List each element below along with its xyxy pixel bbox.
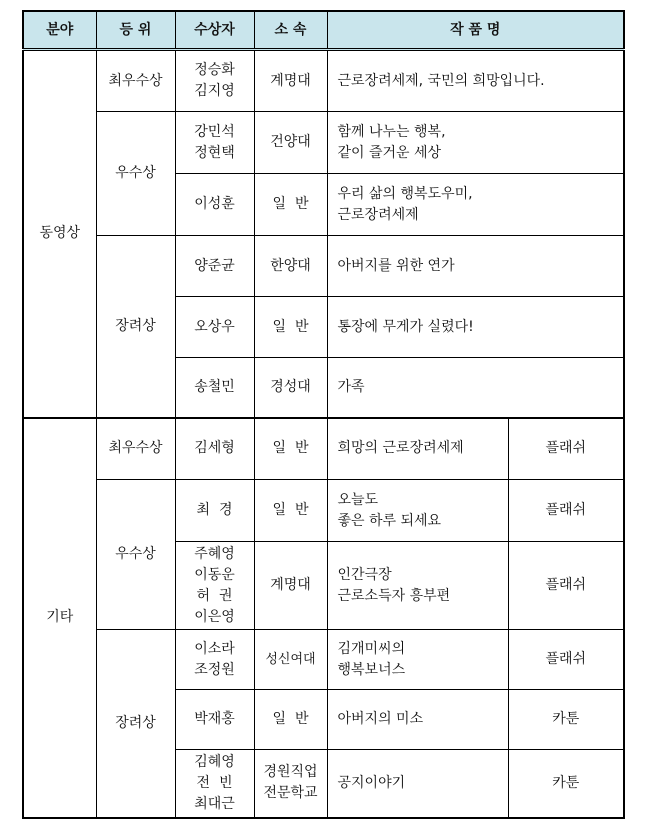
- winner-cell: 이소라 조정원: [175, 630, 254, 690]
- affiliation-cell: 일 반: [254, 418, 327, 480]
- work-cell: 공지이야기: [327, 750, 508, 818]
- affiliation-cell: 경원직업 전문학교: [254, 750, 327, 818]
- type-cell: 플래쉬: [508, 418, 624, 480]
- header-row: [23, 11, 624, 50]
- work-cell: 김개미씨의 행복보너스: [327, 630, 508, 690]
- table-row: [23, 112, 624, 174]
- affiliation-cell: 경성대: [254, 358, 327, 418]
- awards-table: [22, 10, 625, 819]
- rank-cell: 장려상: [96, 630, 175, 818]
- type-cell: 카툰: [508, 690, 624, 750]
- table-row: [23, 418, 624, 480]
- winner-cell: 양준균: [175, 236, 254, 297]
- rank-cell: 우수상: [96, 480, 175, 630]
- affiliation-cell: 일 반: [254, 690, 327, 750]
- work-cell: 희망의 근로장려세제: [327, 418, 508, 480]
- table-row: [23, 480, 624, 542]
- winner-cell: 주혜영 이동운 허 권 이은영: [175, 542, 254, 630]
- rank-cell: 최우수상: [96, 418, 175, 480]
- type-cell: 플래쉬: [508, 630, 624, 690]
- winner-cell: 정승화 김지영: [175, 50, 254, 112]
- work-cell: 아버지를 위한 연가: [327, 236, 624, 297]
- winner-cell: 강민석 정현택: [175, 112, 254, 174]
- type-cell: 플래쉬: [508, 542, 624, 630]
- type-cell: 카툰: [508, 750, 624, 818]
- header-work: 작 품 명: [327, 11, 624, 50]
- winner-cell: 김혜영 전 빈 최대근: [175, 750, 254, 818]
- header-winner: 수상자: [175, 11, 254, 50]
- work-cell: 우리 삶의 행복도우미, 근로장려세제: [327, 174, 624, 236]
- field-cell: 동영상: [23, 50, 96, 418]
- header-rank: 등 위: [96, 11, 175, 50]
- work-cell: 함께 나누는 행복, 같이 즐거운 세상: [327, 112, 624, 174]
- affiliation-cell: 계명대: [254, 50, 327, 112]
- affiliation-cell: 한양대: [254, 236, 327, 297]
- winner-cell: 최 경: [175, 480, 254, 542]
- table-row: [23, 236, 624, 297]
- affiliation-cell: 일 반: [254, 480, 327, 542]
- header-field: 분야: [23, 11, 96, 50]
- work-cell: 가족: [327, 358, 624, 418]
- affiliation-cell: 계명대: [254, 542, 327, 630]
- header-affiliation: 소 속: [254, 11, 327, 50]
- field-cell: 기타: [23, 418, 96, 818]
- work-cell: 인간극장 근로소득자 흥부편: [327, 542, 508, 630]
- work-cell: 아버지의 미소: [327, 690, 508, 750]
- winner-cell: 이성훈: [175, 174, 254, 236]
- table-row: [23, 630, 624, 690]
- work-cell: 오늘도 좋은 하루 되세요: [327, 480, 508, 542]
- table-row: [23, 50, 624, 112]
- affiliation-cell: 건양대: [254, 112, 327, 174]
- winner-cell: 김세형: [175, 418, 254, 480]
- winner-cell: 박재홍: [175, 690, 254, 750]
- affiliation-cell: 일 반: [254, 297, 327, 358]
- rank-cell: 최우수상: [96, 50, 175, 112]
- winner-cell: 오상우: [175, 297, 254, 358]
- rank-cell: 우수상: [96, 112, 175, 236]
- work-cell: 통장에 무게가 실렸다!: [327, 297, 624, 358]
- winner-cell: 송철민: [175, 358, 254, 418]
- type-cell: 플래쉬: [508, 480, 624, 542]
- affiliation-cell: 일 반: [254, 174, 327, 236]
- affiliation-cell: 성신여대: [254, 630, 327, 690]
- rank-cell: 장려상: [96, 236, 175, 418]
- work-cell: 근로장려세제, 국민의 희망입니다.: [327, 50, 624, 112]
